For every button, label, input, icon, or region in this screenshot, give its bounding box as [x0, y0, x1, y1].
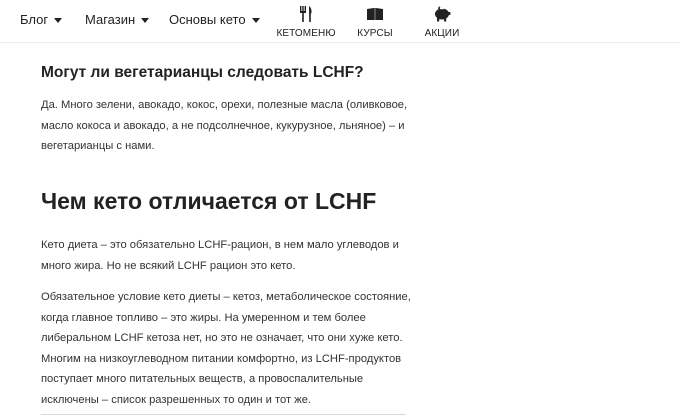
article-heading: Чем кето отличается от LCHF	[41, 188, 377, 214]
nav-link-promotions[interactable]	[407, 4, 477, 39]
chevron-down-icon	[141, 18, 149, 23]
nav-link-courses[interactable]	[340, 4, 410, 39]
nav-link-courses-label: КУРСЫ	[357, 28, 393, 39]
paragraph-line: вегетарианцы с нами.	[41, 140, 155, 152]
nav-menu-keto-basics[interactable]	[169, 12, 260, 27]
nav-menu-shop-label: Магазин	[85, 12, 136, 27]
nav-link-promotions-label: АКЦИИ	[424, 28, 460, 39]
paragraph-line: исключены – список разрешенных то один и тот же.	[41, 393, 312, 406]
article-paragraph-vegetarians	[41, 95, 421, 157]
book-icon	[366, 4, 384, 24]
article-subheading: Могут ли вегетарианцы следовать LCHF?	[41, 64, 364, 81]
nav-menu-blog[interactable]	[20, 12, 62, 27]
chevron-down-icon	[252, 18, 260, 23]
nav-menu-blog-label: Блог	[20, 12, 49, 27]
paragraph-line: когда главное топливо – это жиры. На умеренном и тем более	[41, 311, 366, 324]
paragraph-line: поступает много питательных веществ, а провоспалительные	[41, 373, 364, 385]
article-paragraph-keto-vs-lchf	[41, 235, 421, 276]
paragraph-line: Многим на низкоуглеводном питании комфортно, из LCHF-продуктов	[41, 352, 402, 365]
chevron-down-icon	[54, 18, 62, 23]
nav-menu-shop[interactable]	[85, 12, 149, 27]
paragraph-line: Да. Много зелени, авокадо, кокос, орехи, полезные масла (оливковое,	[41, 99, 408, 111]
paragraph-line: масло кокоса и авокадо, а не подсолнечное, кукурузное, льняное) – и	[41, 119, 405, 132]
paragraph-line: много жира. Но не всякий LCHF рацион это кето.	[41, 259, 296, 272]
nav-link-ketomenu-label: КЕТОМЕНЮ	[276, 28, 336, 39]
section-divider	[41, 414, 406, 415]
paragraph-line: Кето диета – это обязательно LCHF-рацион, в нем мало углеводов и	[41, 239, 399, 251]
fork-knife-icon	[299, 4, 313, 24]
paragraph-line: либеральном LCHF кетоза нет, но это не означает, что они хуже кето.	[41, 332, 403, 344]
nav-menu-keto-basics-label: Основы кето	[169, 12, 246, 27]
piggy-bank-icon	[432, 4, 452, 24]
top-navigation	[0, 0, 680, 43]
nav-link-ketomenu[interactable]	[271, 4, 341, 39]
paragraph-line: Обязательное условие кето диеты – кетоз, метаболическое состояние,	[41, 291, 411, 303]
article-paragraph-ketosis	[41, 287, 421, 410]
